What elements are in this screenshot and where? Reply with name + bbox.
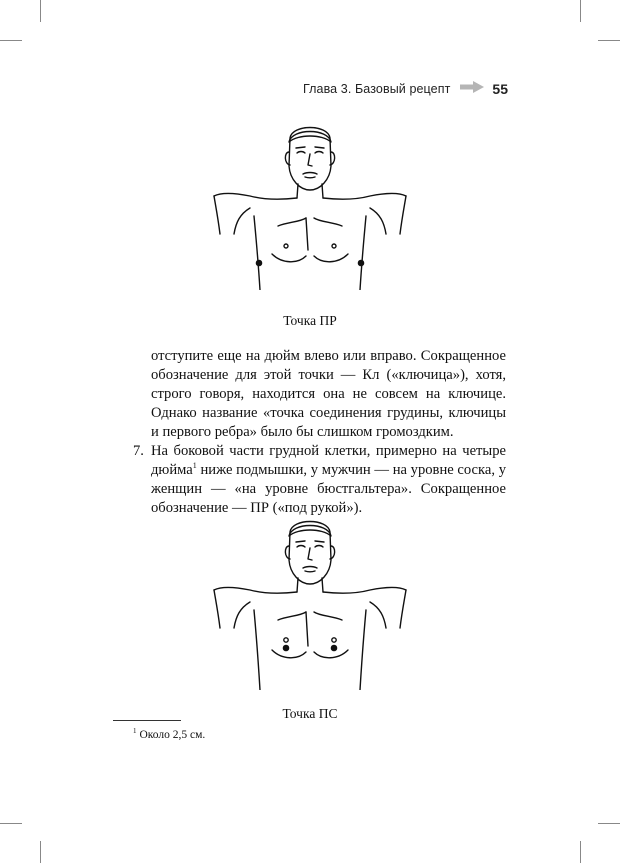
crop-mark <box>0 823 22 824</box>
crop-mark <box>580 0 581 22</box>
torso-illustration <box>210 118 410 290</box>
footnote <box>133 729 205 741</box>
list-number: 7. <box>133 443 144 459</box>
list-text-part: ниже подмышки, у мужчин — на уровне соска, у женщин — «на уровне бюстгальтера». Сокращенное обозначение — ПР («под рукой»). <box>151 462 506 516</box>
footnote-rule <box>113 720 181 721</box>
chapter-title: Глава 3. Базовый рецепт <box>302 82 451 96</box>
footnote-text: Около 2,5 см. <box>139 729 206 741</box>
figure-caption: Точка ПС <box>282 706 338 721</box>
crop-mark <box>0 40 22 41</box>
running-head <box>300 80 508 98</box>
paragraph: отступите еще на дюйм влево или вправо. Сокращенное обозначение для этой точки — Кл («ключица»), хотя, строго говоря, находится она не совсем на ключице. Однако название «точка соединения грудины, ключицы и первого ребра» было бы слишком громоздким. <box>151 348 506 440</box>
crop-mark <box>598 40 620 41</box>
crop-mark <box>598 823 620 824</box>
list-item-text <box>151 442 506 518</box>
crop-mark <box>40 0 41 22</box>
figure-caption: Точка ПР <box>283 313 337 328</box>
body-text <box>133 347 506 518</box>
page-number: 55 <box>492 81 508 97</box>
arrow-right-icon <box>460 80 484 98</box>
footnote-marker: 1 <box>133 727 137 736</box>
list-text-part: На боковой части грудной клетки, примерно на четыре дюйма <box>151 443 506 478</box>
footnote-ref: 1 <box>192 461 197 471</box>
torso-illustration <box>210 512 410 690</box>
list-item <box>133 442 506 518</box>
crop-mark <box>580 841 581 863</box>
crop-mark <box>40 841 41 863</box>
